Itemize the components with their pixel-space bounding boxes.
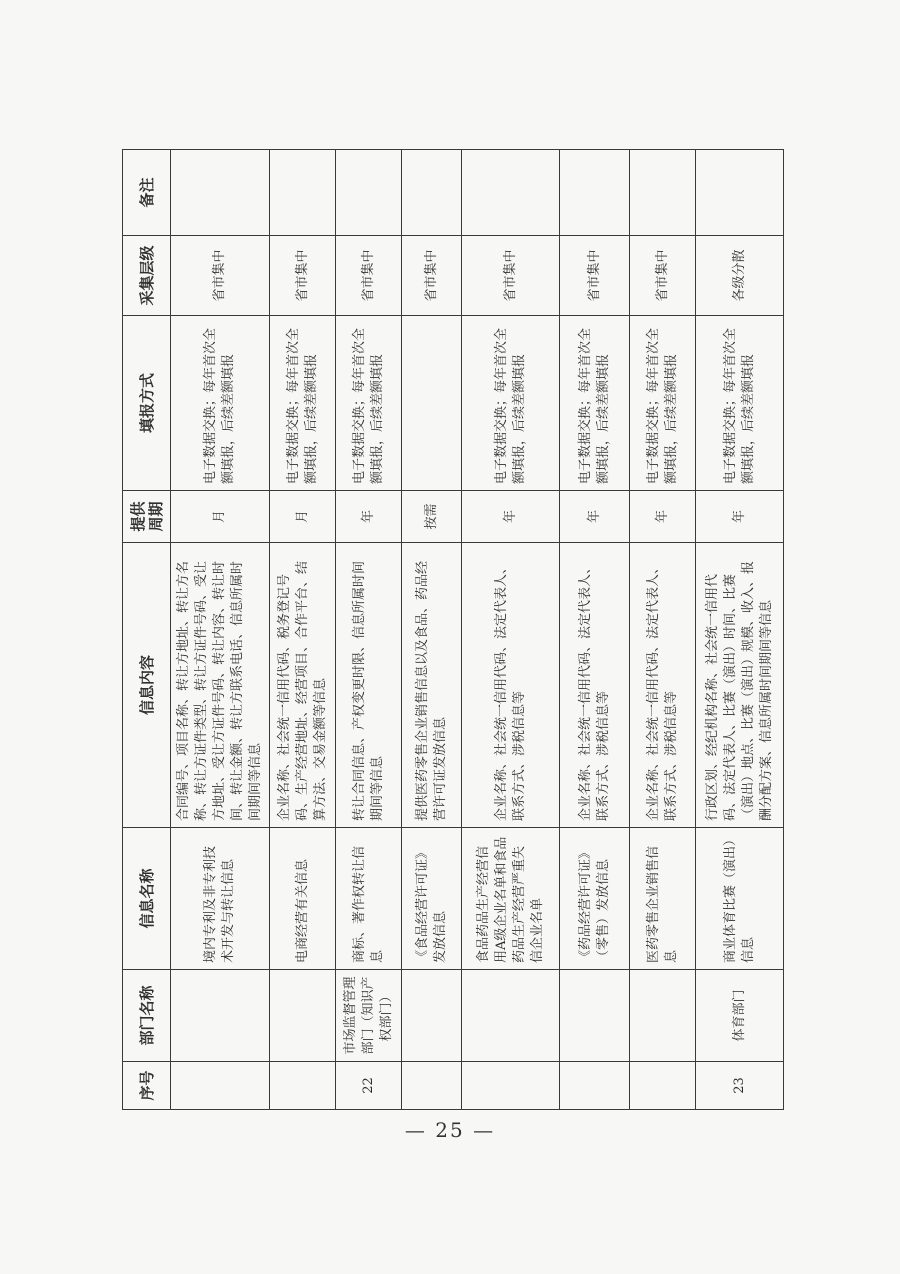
table-row <box>171 150 270 1110</box>
period-cell: 按需 <box>402 491 462 543</box>
info-name-cell: 医药零售企业销售信息 <box>630 828 696 970</box>
info-name-cell: 境内专利及非专利技术开发与转让信息 <box>171 828 270 970</box>
header-level: 采集层级 <box>123 236 171 316</box>
method-cell: 电子数据交换；每年首次全额填报，后续差额填报 <box>560 316 630 491</box>
level-cell: 省市集中 <box>402 236 462 316</box>
method-cell: 电子数据交换；每年首次全额填报，后续差额填报 <box>336 316 402 491</box>
info-content-cell: 企业名称、社会统一信用代码、法定代表人、联系方式、涉税信息等 <box>630 543 696 828</box>
method-cell: 电子数据交换；每年首次全额填报，后续差额填报 <box>630 316 696 491</box>
level-cell: 省市集中 <box>462 236 560 316</box>
method-cell: 电子数据交换；每年首次全额填报，后续差额填报 <box>171 316 270 491</box>
table-header-row <box>123 150 171 1110</box>
header-info-name: 信息名称 <box>123 828 171 970</box>
table-row <box>270 150 336 1110</box>
info-content-cell: 提供医药零售企业销售信息以及食品、药品经营许可证发放信息 <box>402 543 462 828</box>
level-cell: 省市集中 <box>270 236 336 316</box>
period-cell: 月 <box>270 491 336 543</box>
dept-cell <box>630 970 696 1062</box>
header-dept: 部门名称 <box>123 970 171 1062</box>
info-name-cell: 商业体育比赛（演出）信息 <box>696 828 784 970</box>
info-name-cell: 电商经营有关信息 <box>270 828 336 970</box>
table-row <box>696 150 784 1110</box>
level-cell: 省市集中 <box>336 236 402 316</box>
info-content-cell: 行政区划、经纪机构名称、社会统一信用代码、法定代表人、比赛（演出）时间、比赛（演出）地点、比赛（演出）规模、收入、报酬分配方案、信息所属时间期间等信息 <box>696 543 784 828</box>
info-table <box>122 149 784 1110</box>
seq-cell <box>462 1062 560 1110</box>
header-method: 填报方式 <box>123 316 171 491</box>
seq-cell: 22 <box>336 1062 402 1110</box>
period-cell: 年 <box>336 491 402 543</box>
info-name-cell: 食品药品生产经营信用A级企业名单和食品药品生产经营严重失信企业名单 <box>462 828 560 970</box>
dept-cell <box>171 970 270 1062</box>
info-content-cell: 企业名称、社会统一信用代码、法定代表人、联系方式、涉税信息等 <box>462 543 560 828</box>
info-content-cell: 转让合同信息、产权变更时限、信息所属时间期间等信息 <box>336 543 402 828</box>
info-content-cell: 合同编号、项目名称、转让方地址、转让方名称、转让方证件类型、转让方证件号码、受让方地址、受让方证件号码、转让内容、转让时间、转让金额、转让方联系电话、信息所属时间期间等信息 <box>171 543 270 828</box>
level-cell: 各级分散 <box>696 236 784 316</box>
period-cell: 月 <box>171 491 270 543</box>
seq-cell <box>630 1062 696 1110</box>
method-cell <box>402 316 462 491</box>
level-cell: 省市集中 <box>171 236 270 316</box>
period-cell: 年 <box>560 491 630 543</box>
remark-cell <box>336 150 402 236</box>
table-row <box>336 150 402 1110</box>
table-row <box>462 150 560 1110</box>
remark-cell <box>402 150 462 236</box>
dept-cell <box>560 970 630 1062</box>
table-row <box>402 150 462 1110</box>
remark-cell <box>560 150 630 236</box>
period-cell: 年 <box>696 491 784 543</box>
level-cell: 省市集中 <box>630 236 696 316</box>
info-name-cell: 《食品经营许可证》发放信息 <box>402 828 462 970</box>
rotated-table-container <box>122 150 772 1110</box>
info-content-cell: 企业名称、社会统一信用代码、法定代表人、联系方式、涉税信息等 <box>560 543 630 828</box>
header-info-content: 信息内容 <box>123 543 171 828</box>
seq-cell <box>270 1062 336 1110</box>
dept-cell: 市场监督管理部门（知识产权部门） <box>336 970 402 1062</box>
header-period: 提供周期 <box>123 491 171 543</box>
remark-cell <box>462 150 560 236</box>
page-number: — 25 — <box>404 1118 496 1142</box>
level-cell: 省市集中 <box>560 236 630 316</box>
dept-cell <box>270 970 336 1062</box>
period-cell: 年 <box>630 491 696 543</box>
info-name-cell: 商标、著作权转让信息 <box>336 828 402 970</box>
seq-cell <box>560 1062 630 1110</box>
remark-cell <box>171 150 270 236</box>
header-seq: 序号 <box>123 1062 171 1110</box>
seq-cell: 23 <box>696 1062 784 1110</box>
method-cell: 电子数据交换；每年首次全额填报，后续差额填报 <box>462 316 560 491</box>
method-cell: 电子数据交换；每年首次全额填报，后续差额填报 <box>270 316 336 491</box>
remark-cell <box>270 150 336 236</box>
table-row <box>560 150 630 1110</box>
info-content-cell: 企业名称、社会统一信用代码、税务登记号码、生产经营地址、经营项目、合作平台、结算方法、交易金额等信息 <box>270 543 336 828</box>
seq-cell <box>402 1062 462 1110</box>
header-remark: 备注 <box>123 150 171 236</box>
remark-cell <box>630 150 696 236</box>
info-name-cell: 《药品经营许可证》（零售）发放信息 <box>560 828 630 970</box>
dept-cell: 体育部门 <box>696 970 784 1062</box>
remark-cell <box>696 150 784 236</box>
period-cell: 年 <box>462 491 560 543</box>
dept-cell <box>402 970 462 1062</box>
method-cell: 电子数据交换；每年首次全额填报，后续差额填报 <box>696 316 784 491</box>
seq-cell <box>171 1062 270 1110</box>
dept-cell <box>462 970 560 1062</box>
table-row <box>630 150 696 1110</box>
